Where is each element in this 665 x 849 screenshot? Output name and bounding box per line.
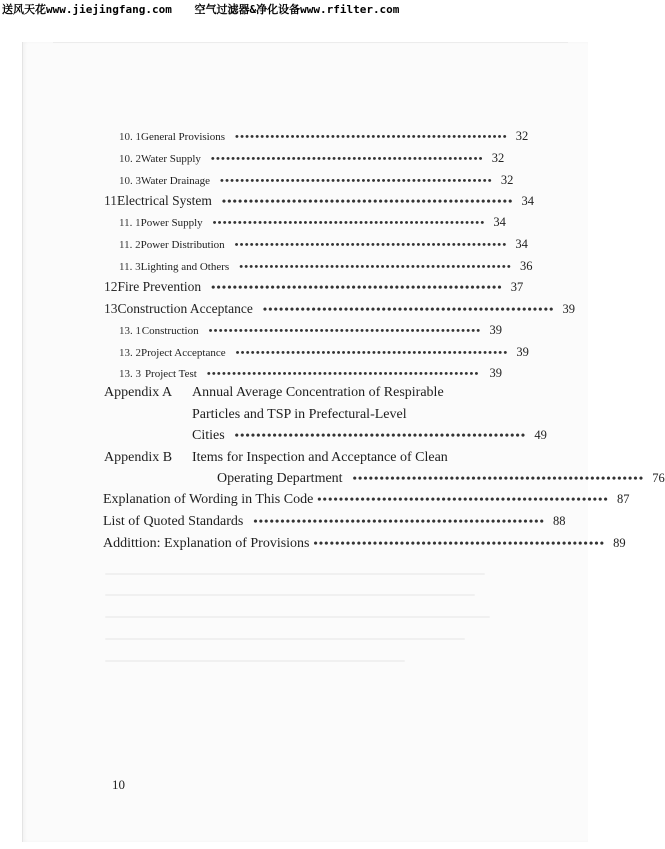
page-top-edge	[53, 42, 568, 43]
watermark-right: 空气过滤器&净化设备www.rfilter.com	[194, 3, 400, 16]
leader-dots: ••••••••••••••••••••••••••••••••••••••••••••••••••••••	[220, 175, 493, 187]
toc-page: 32	[500, 173, 514, 187]
toc-row-11[interactable]	[104, 193, 535, 209]
toc-title: Electrical System	[117, 193, 212, 208]
toc-page: 76	[652, 471, 665, 485]
toc-title: Fire Prevention	[117, 279, 202, 294]
toc-number: 11. 3	[119, 261, 141, 273]
show-through-line	[105, 573, 485, 575]
show-through-line	[105, 660, 405, 662]
toc-page: 39	[516, 345, 529, 359]
appendix-b-title-line-2: Operating Department	[217, 471, 343, 486]
toc-title: Construction	[141, 325, 199, 337]
toc-title: Addittion: Explanation of Provisions	[103, 536, 310, 551]
toc-row-11-1[interactable]	[119, 215, 506, 230]
toc-number: 10. 2	[119, 153, 141, 165]
toc-number: 11. 2	[119, 239, 141, 251]
appendix-b-final-line	[217, 471, 665, 487]
toc-row-11-3[interactable]	[119, 259, 533, 274]
toc-row-10-2[interactable]	[119, 151, 505, 166]
toc-title: Project Acceptance	[141, 347, 226, 359]
appendix-b-title-line-1: Items for Inspection and Acceptance of Clean	[192, 450, 448, 465]
appendix-b-label: Appendix B	[104, 450, 173, 465]
leader-dots: ••••••••••••••••••••••••••••••••••••••••••••••••••••••	[211, 280, 503, 294]
appendix-a-label: Appendix A	[104, 385, 173, 400]
leader-dots: ••••••••••••••••••••••••••••••••••••••••••••••••••••••	[208, 325, 482, 337]
toc-page: 32	[515, 129, 529, 143]
toc-number: 13	[104, 301, 118, 316]
toc-number: 13. 1	[119, 325, 141, 337]
toc-row-10-1[interactable]	[119, 129, 529, 144]
page-number: 10	[112, 777, 125, 792]
appendix-a-title-line-1: Annual Average Concentration of Respirable	[192, 385, 444, 400]
toc-page: 39	[489, 323, 502, 337]
appendix-a-final-line	[192, 428, 547, 444]
toc-row-13-3[interactable]	[119, 366, 502, 381]
toc-explanation-of-provisions[interactable]	[103, 536, 626, 552]
toc-page: 88	[553, 514, 566, 528]
toc-title: List of Quoted Standards	[103, 514, 244, 529]
toc-number: 11. 1	[119, 217, 141, 229]
toc-page: 36	[519, 259, 533, 273]
toc-row-12[interactable]	[104, 279, 524, 295]
appendix-a-title-line-2: Particles and TSP in Prefectural-Level	[192, 407, 407, 422]
toc-page: 37	[510, 280, 524, 294]
leader-dots: ••••••••••••••••••••••••••••••••••••••••••••••••••••••	[317, 492, 609, 506]
leader-dots: ••••••••••••••••••••••••••••••••••••••••••••••••••••••	[235, 131, 508, 143]
toc-title: Lighting and Others	[140, 261, 230, 273]
toc-title: Power Distribution	[140, 239, 225, 251]
toc-page: 49	[534, 428, 547, 442]
toc-title: Water Drainage	[141, 175, 211, 187]
toc-page: 34	[515, 237, 528, 251]
toc-title: Construction Acceptance	[117, 301, 253, 316]
toc-explanation-of-wording[interactable]	[103, 492, 630, 508]
watermark-header	[2, 1, 415, 17]
toc-title: Water Supply	[141, 153, 201, 165]
leader-dots: ••••••••••••••••••••••••••••••••••••••••••••••••••••••	[352, 471, 645, 485]
toc-row-13-1[interactable]	[119, 323, 502, 338]
leader-dots: ••••••••••••••••••••••••••••••••••••••••••••••••••••••	[206, 368, 480, 380]
leader-dots: ••••••••••••••••••••••••••••••••••••••••••••••••••••••	[221, 194, 514, 208]
toc-title: General Provisions	[141, 131, 226, 143]
toc-page: 89	[613, 536, 626, 550]
toc-page: 34	[493, 215, 506, 229]
toc-number: 13. 3	[119, 368, 141, 380]
leader-dots: ••••••••••••••••••••••••••••••••••••••••••••••••••••••	[234, 428, 527, 442]
show-through-line	[105, 594, 475, 596]
leader-dots: ••••••••••••••••••••••••••••••••••••••••••••••••••••••	[253, 514, 546, 528]
toc-title: Explanation of Wording in This Code	[103, 492, 314, 507]
leader-dots: ••••••••••••••••••••••••••••••••••••••••••••••••••••••	[212, 217, 486, 229]
toc-row-11-2[interactable]	[119, 237, 528, 252]
toc-number: 11	[104, 193, 117, 208]
toc-title: Power Supply	[140, 217, 203, 229]
toc-page: 39	[562, 302, 576, 316]
leader-dots: ••••••••••••••••••••••••••••••••••••••••••••••••••••••	[234, 239, 508, 251]
toc-page: 39	[489, 366, 502, 380]
appendix-a-title-line-3: Cities	[192, 428, 225, 443]
leader-dots: ••••••••••••••••••••••••••••••••••••••••••••••••••••••	[313, 536, 606, 550]
toc-row-13-2[interactable]	[119, 345, 529, 360]
toc-row-10-3[interactable]	[119, 173, 514, 188]
toc-title: Project Test	[144, 368, 197, 380]
toc-number: 10. 3	[119, 175, 141, 187]
watermark-left: 送风天花www.jiejingfang.com	[2, 3, 172, 16]
toc-page: 87	[616, 492, 630, 506]
toc-page: 34	[521, 194, 535, 208]
leader-dots: ••••••••••••••••••••••••••••••••••••••••••••••••••••••	[262, 302, 555, 316]
toc-row-13[interactable]	[104, 301, 576, 317]
toc-list-of-quoted-standards[interactable]	[103, 514, 566, 530]
show-through-line	[105, 638, 465, 640]
leader-dots: ••••••••••••••••••••••••••••••••••••••••••••••••••••••	[239, 261, 512, 273]
toc-page: 32	[491, 151, 505, 165]
leader-dots: ••••••••••••••••••••••••••••••••••••••••••••••••••••••	[210, 153, 484, 165]
show-through-line	[105, 616, 490, 618]
leader-dots: ••••••••••••••••••••••••••••••••••••••••••••••••••••••	[235, 347, 509, 359]
toc-number: 10. 1	[119, 131, 141, 143]
toc-number: 12	[104, 279, 118, 294]
toc-number: 13. 2	[119, 347, 141, 359]
